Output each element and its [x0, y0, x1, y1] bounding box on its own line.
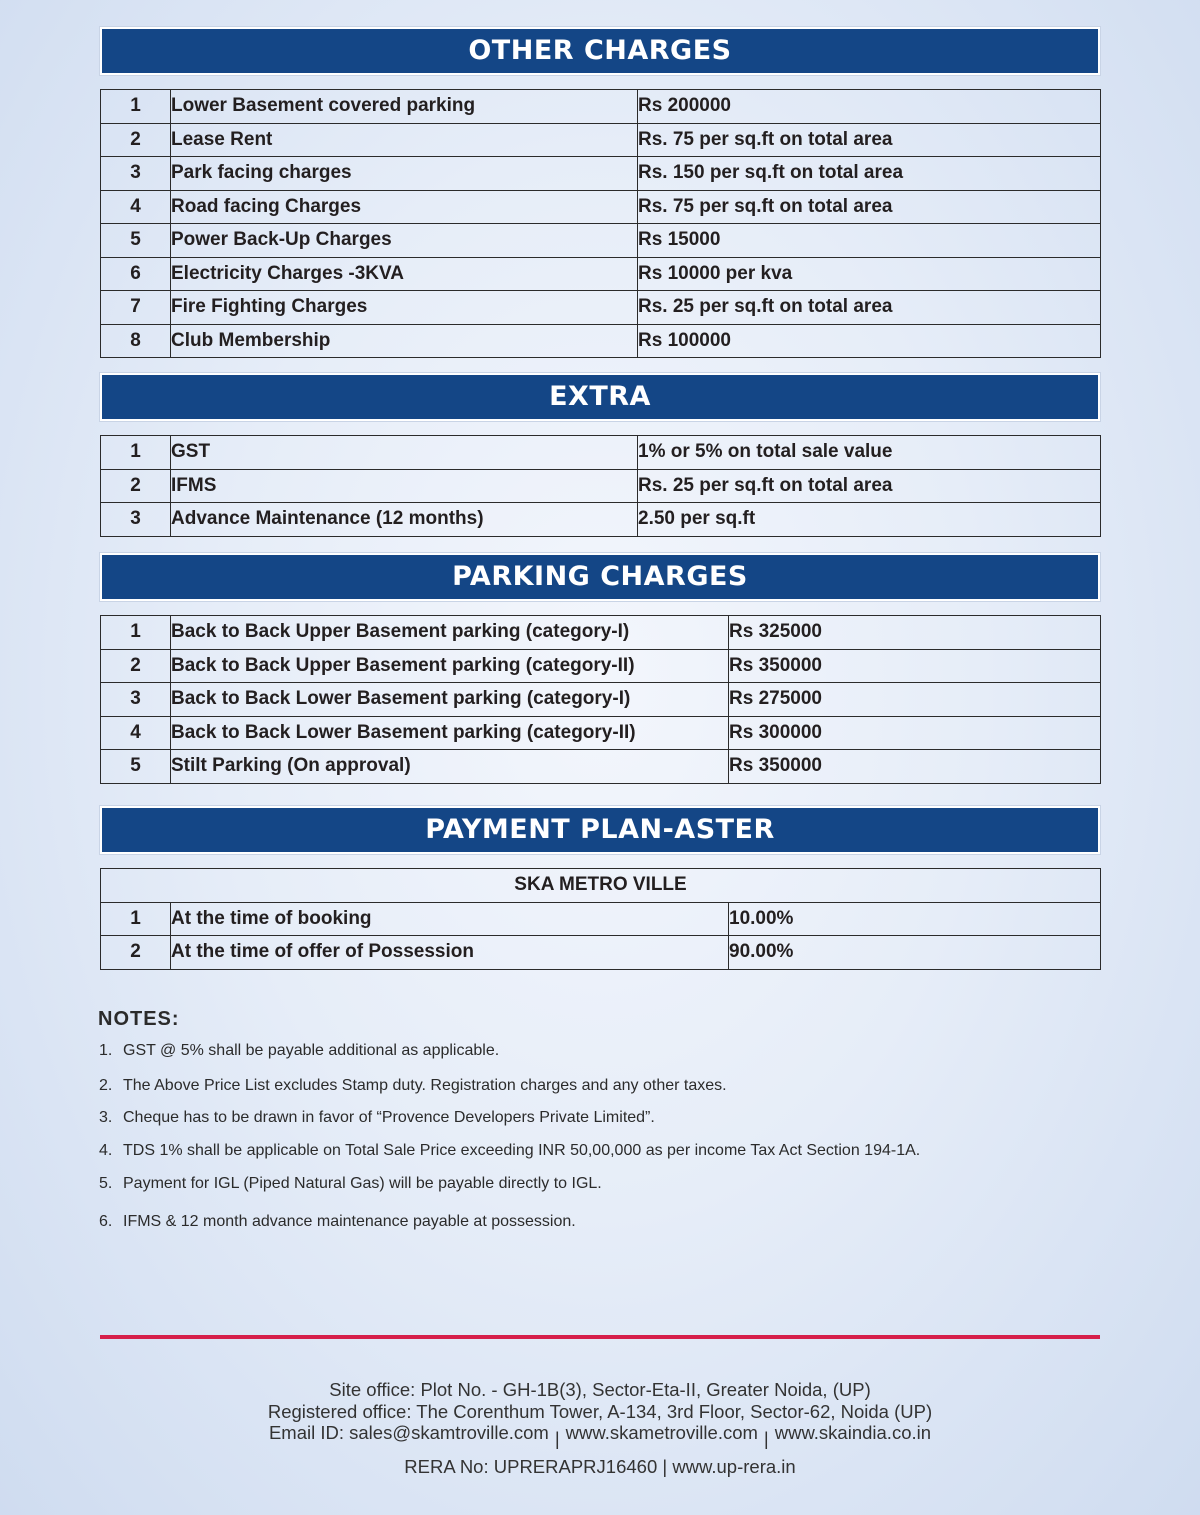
row-number: 4	[101, 190, 171, 224]
table-row	[101, 257, 1101, 291]
payment-plan-heading: PAYMENT PLAN-ASTER	[100, 806, 1100, 854]
separator: |	[763, 1428, 769, 1449]
row-number: 2	[101, 469, 171, 503]
note-item	[99, 1142, 920, 1160]
table-row	[101, 190, 1101, 224]
charge-label: Lease Rent	[171, 123, 638, 157]
charge-label: Park facing charges	[171, 157, 638, 191]
parking-value: Rs 300000	[729, 716, 1101, 750]
note-text: IFMS & 12 month advance maintenance payable at possession.	[123, 1213, 576, 1230]
stage-label: At the time of booking	[171, 902, 729, 936]
charge-value: Rs 10000 per kva	[638, 257, 1101, 291]
extra-table	[100, 435, 1101, 537]
row-number: 5	[101, 750, 171, 784]
charge-label: GST	[171, 436, 638, 470]
table-row	[101, 503, 1101, 537]
rera-line: RERA No: UPRERAPRJ16460 | www.up-rera.in	[404, 1456, 796, 1477]
notes-title: NOTES:	[98, 1008, 180, 1030]
charge-value: Rs. 25 per sq.ft on total area	[638, 469, 1101, 503]
parking-value: Rs 350000	[729, 750, 1101, 784]
note-item	[99, 1042, 499, 1060]
table-row	[101, 750, 1101, 784]
charge-value: Rs 200000	[638, 90, 1101, 124]
table-row	[101, 157, 1101, 191]
table-row	[101, 936, 1101, 970]
separator: |	[554, 1428, 560, 1449]
contact-line	[100, 1422, 1100, 1449]
parking-value: Rs 275000	[729, 683, 1101, 717]
charge-value: Rs 100000	[638, 324, 1101, 358]
table-header-row	[101, 869, 1101, 903]
note-item	[99, 1213, 576, 1231]
note-item	[99, 1109, 655, 1127]
table-row	[101, 90, 1101, 124]
other-charges-heading: OTHER CHARGES	[100, 27, 1100, 75]
note-item	[99, 1077, 727, 1095]
parking-label: Back to Back Lower Basement parking (category-II)	[171, 716, 729, 750]
row-number: 2	[101, 649, 171, 683]
charge-label: IFMS	[171, 469, 638, 503]
payment-plan-table	[100, 868, 1101, 970]
note-text: Payment for IGL (Piped Natural Gas) will be payable directly to IGL.	[123, 1175, 602, 1192]
charge-value: Rs. 150 per sq.ft on total area	[638, 157, 1101, 191]
charge-value: 1% or 5% on total sale value	[638, 436, 1101, 470]
parking-label: Stilt Parking (On approval)	[171, 750, 729, 784]
row-number: 4	[101, 716, 171, 750]
charge-label: Road facing Charges	[171, 190, 638, 224]
registered-office-address: Registered office: The Corenthum Tower, A-134, 3rd Floor, Sector-62, Noida (UP)	[267, 1401, 933, 1422]
parking-label: Back to Back Upper Basement parking (category-II)	[171, 649, 729, 683]
table-row	[101, 683, 1101, 717]
row-number: 1	[101, 90, 171, 124]
note-text: Cheque has to be drawn in favor of “Provence Developers Private Limited”.	[123, 1109, 655, 1126]
note-number: 3.	[99, 1109, 113, 1126]
table-row	[101, 291, 1101, 325]
parking-label: Back to Back Lower Basement parking (category-I)	[171, 683, 729, 717]
charge-label: Club Membership	[171, 324, 638, 358]
row-number: 3	[101, 683, 171, 717]
table-row	[101, 716, 1101, 750]
parking-label: Back to Back Upper Basement parking (category-I)	[171, 616, 729, 650]
table-row	[101, 436, 1101, 470]
row-number: 3	[101, 157, 171, 191]
row-number: 1	[101, 436, 171, 470]
row-number: 5	[101, 224, 171, 258]
note-number: 4.	[99, 1142, 113, 1159]
charge-label: Advance Maintenance (12 months)	[171, 503, 638, 537]
table-row	[101, 616, 1101, 650]
note-number: 2.	[99, 1077, 113, 1094]
stage-percentage: 90.00%	[729, 936, 1101, 970]
table-row	[101, 649, 1101, 683]
parking-charges-table	[100, 615, 1101, 784]
row-number: 2	[101, 936, 171, 970]
extra-heading: EXTRA	[100, 373, 1100, 421]
stage-label: At the time of offer of Possession	[171, 936, 729, 970]
website-link[interactable]: www.skametroville.com	[565, 1422, 758, 1443]
charge-label: Fire Fighting Charges	[171, 291, 638, 325]
other-charges-table	[100, 89, 1101, 358]
charge-value: Rs 15000	[638, 224, 1101, 258]
footer-divider	[100, 1335, 1100, 1339]
charge-label: Electricity Charges -3KVA	[171, 257, 638, 291]
row-number: 3	[101, 503, 171, 537]
row-number: 8	[101, 324, 171, 358]
charge-label: Power Back-Up Charges	[171, 224, 638, 258]
website-link[interactable]: www.skaindia.co.in	[774, 1422, 932, 1443]
row-number: 1	[101, 902, 171, 936]
site-office-address: Site office: Plot No. - GH-1B(3), Sector-Eta-II, Greater Noida, (UP)	[329, 1379, 871, 1400]
table-row	[101, 224, 1101, 258]
table-row	[101, 469, 1101, 503]
row-number: 6	[101, 257, 171, 291]
note-number: 5.	[99, 1175, 113, 1192]
note-item	[99, 1175, 602, 1193]
charge-value: 2.50 per sq.ft	[638, 503, 1101, 537]
note-text: The Above Price List excludes Stamp duty. Registration charges and any other taxes.	[123, 1077, 727, 1094]
parking-charges-heading: PARKING CHARGES	[100, 553, 1100, 601]
charge-value: Rs. 75 per sq.ft on total area	[638, 123, 1101, 157]
row-number: 7	[101, 291, 171, 325]
note-number: 1.	[99, 1042, 113, 1059]
email-link[interactable]: Email ID: sales@skamtroville.com	[268, 1422, 549, 1443]
table-row	[101, 123, 1101, 157]
project-name: SKA METRO VILLE	[101, 869, 1101, 903]
parking-value: Rs 325000	[729, 616, 1101, 650]
row-number: 2	[101, 123, 171, 157]
note-text: GST @ 5% shall be payable additional as applicable.	[123, 1042, 500, 1059]
table-row	[101, 902, 1101, 936]
note-text: TDS 1% shall be applicable on Total Sale Price exceeding INR 50,00,000 as per income Tax Act Section 194-1A.	[123, 1142, 921, 1159]
charge-label: Lower Basement covered parking	[171, 90, 638, 124]
charge-value: Rs. 75 per sq.ft on total area	[638, 190, 1101, 224]
note-number: 6.	[99, 1213, 113, 1230]
parking-value: Rs 350000	[729, 649, 1101, 683]
charge-value: Rs. 25 per sq.ft on total area	[638, 291, 1101, 325]
row-number: 1	[101, 616, 171, 650]
table-row	[101, 324, 1101, 358]
stage-percentage: 10.00%	[729, 902, 1101, 936]
